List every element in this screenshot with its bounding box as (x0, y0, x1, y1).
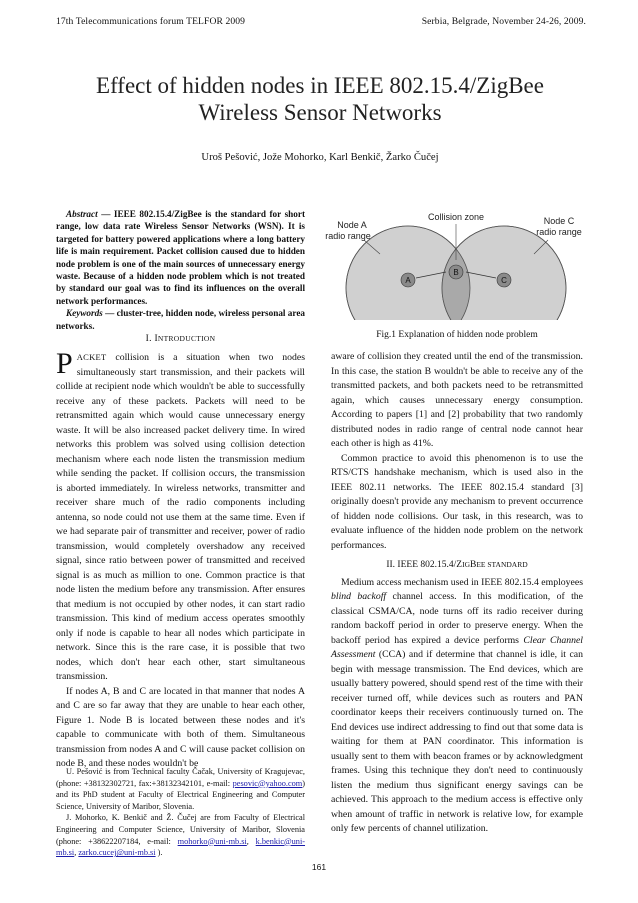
keywords-paragraph (56, 307, 305, 332)
email-link-benkic[interactable]: k.benkic@uni-mb.si (56, 836, 306, 858)
p3-text-a: Medium access mechanism used in IEEE 802.15.4 employees (341, 576, 583, 588)
right-column-body (331, 350, 583, 837)
footnote-separator: , (74, 848, 79, 858)
abstract-paragraph (56, 208, 305, 307)
footnote-1 (56, 766, 305, 812)
conference-header: 17th Telecommunications forum TELFOR 2009 (56, 16, 246, 27)
abstract-text: — IEEE 802.15.4/ZigBee is the standard for short range, low data rate Wireless Sensor Networks (WSN). It is targeted for battery powered applications where a long battery life is main requirement. Packet collision caused due to hidden node problem is one of the main sources of unnecessary energy waste. Because of a hidden node problem which is not treated by standard our goal was to find its influences on the overall network performances. (56, 209, 305, 306)
section-heading-ieee-standard (331, 558, 583, 573)
footnote-1-text-end: ) and its PhD student at Faculty of Electrical Engineering and Computer Science, University of Maribor, Slovenia. (56, 778, 305, 811)
footnote-separator: , (246, 836, 256, 846)
footnote-2 (56, 812, 305, 858)
abstract-label: Abstract (66, 209, 98, 219)
title-line-2: Wireless Sensor Networks (198, 100, 442, 125)
location-date-header: Serbia, Belgrade, November 24-26, 2009. (421, 16, 586, 27)
right-paragraph-1: aware of collision they created until the end of the transmission. In this case, the station B wouldn't be able to receive any of the transmitted packets, and both packets need to be retransmitted again, which causes unnecessary energy consumption. According to papers [1] and [2] probability that two randomly distributed nodes in radio range of central node cannot hear each other is high as 41%. (331, 351, 583, 449)
page-number: 161 (311, 862, 327, 872)
node-a-letter: A (405, 276, 411, 285)
author-list: Uroš Pešović, Jože Mohorko, Karl Benkič, Žarko Čučej (201, 152, 439, 163)
intro-paragraph-1 (56, 347, 305, 685)
node-b-letter: B (453, 268, 459, 277)
label-collision-zone: Collision zone (427, 212, 485, 222)
intro-paragraph-2: If nodes A, B and C are located in that manner that nodes A and C are so far away that they are unable to hear each other, Figure 1. Node B is located between these nodes and it's capable to communicate with both of them. Simultaneous transmission from nodes A and C will cause packet collision on node B, and these nodes wouldn't be (56, 685, 305, 769)
term-blind-backoff: blind backoff (331, 591, 387, 602)
keywords-text: — cluster-tree, hidden node, wireless personal area networks. (56, 308, 305, 331)
drop-cap: P (56, 347, 73, 380)
paper-title (40, 72, 600, 126)
email-link-mohorko[interactable]: mohorko@uni-mb.si (177, 836, 247, 846)
section-heading-introduction (56, 334, 305, 344)
label-node-a-line2: radio range (325, 231, 371, 241)
node-c-letter: C (501, 276, 507, 285)
section-title-rest: NTRODUCTION (157, 334, 216, 343)
right-paragraph-3 (331, 576, 583, 837)
section-2-title-d: EE STANDARD (476, 560, 528, 569)
footnote-2-text: J. Mohorko, K. Benkič and Ž. Čučej are from Faculty of Electrical Engineering and Computer Science, University of Maribor, Slovenia (phone: +38622207184, e-mail: (56, 813, 305, 846)
footnote-1-text: U. Pešović is from Technical faculty Čačak, University of Kragujevac, (phone: +38132302721, fax:+38132342101, e-mail: (56, 767, 305, 788)
section-2-title-a: II. IEEE 802.15.4/Z (386, 560, 463, 570)
email-link-cucej[interactable]: zarko.cucej@uni-mb.si (78, 848, 156, 858)
keywords-label: Keywords (66, 308, 103, 319)
figure-1-caption: Fig.1 Explanation of hidden node problem (376, 330, 538, 340)
section-number: I. (145, 334, 152, 344)
introduction-body (56, 347, 305, 772)
footnote-2-text-end: ). (155, 848, 163, 858)
abstract-block (56, 208, 305, 332)
section-2-title-c: B (470, 560, 477, 570)
author-footnotes (56, 766, 305, 859)
section-2-title-b: IG (462, 560, 470, 569)
intro-first-word: ACKET (76, 352, 107, 362)
section-title-initial: I (154, 334, 158, 344)
title-line-1: Effect of hidden nodes in IEEE 802.15.4/ZigBee (96, 73, 544, 98)
label-node-c-line2: radio range (536, 227, 582, 237)
email-link-pesovic[interactable]: pesovic@yahoo.com (232, 778, 303, 788)
label-node-a-line1: Node A (337, 220, 367, 230)
figure-hidden-node-diagram (322, 210, 590, 320)
right-paragraph-2: Common practice to avoid this phenomenon is to use the RTS/CTS handshake mechanism, which is used also in the IEEE 802.11 networks. The IEEE 802.15.4 standard [3] originally doesn't provide any mechanism to prevent occurrence of hidden node collisions. Our task, in this research, was to evaluate influence of the hidden node problem on the network performances. (331, 452, 583, 551)
p3-text-b: channel access. In this modification, of the classical CSMA/CA, node turns off its radio receiver during random backoff period in order to preserve energy. When the backoff period has expired a device performs (331, 591, 584, 646)
p3-text-c: (CCA) and if determine that channel is idle, it can begin with message transmission. The End devices, which are usually battery powered, should spend rest of the time with their receiver turned off, while devices such as routers and PAN coordinator keeps their receivers continuously turned on. The End devices use indirect addressing to find out that some data is waiting for them at PAN coordinator. This information is usually sent to them with beacon frames or by acknowledgment frames. Using this technique they don't need to continuously listen the medium thus significant energy savings can be achieved. This approach to the medium access is effective only when amount of traffic in network is relative low, for example only few percents of channel utilization. (331, 649, 583, 834)
intro-text-1: collision is a situation when two nodes simultaneously start transmission, and their packets will collide at recipient node which wouldn't be able to successfully receive any of these packets. Packets will need to be retransmitted again which would cause unnecessary energy waste. It will be also increased packet delivery time. In wired networks this problem was solved using collision detection mechanism where each node listen the transmission medium while sending the packet. If collision occurs, the transmission is aborted immediately. In wireless networks, transmitter and receiver share much of the radio components including antenna, so node could not use them at the same time. Even if we had separate pair of transmitter and receiver, power of radio transmission, would completely overshadow any received signal, since ratio between power of transmitted and received signal is as much as million to one. Common practice is that node listen the medium before any transmission. After ensures that medium is not occupied by other nodes, it can start radio transmission. This kind of medium access operates smoothly only if node is capable to hear all nodes which participate in network. Since this is the rare case, it is possible that two nodes, which don't hear each other, start simultaneous transmission. (56, 352, 305, 682)
label-node-c-line1: Node C (543, 216, 575, 226)
term-cca: Clear Channel Assessment (331, 634, 583, 660)
